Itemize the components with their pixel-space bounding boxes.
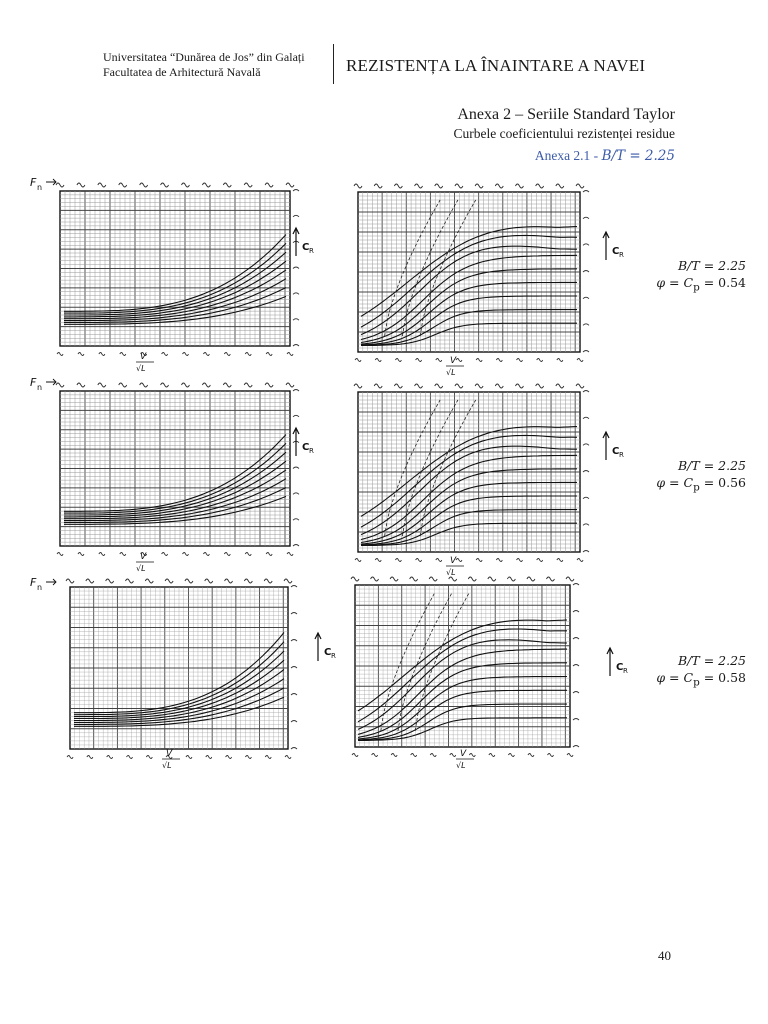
chart-grid	[355, 585, 570, 747]
annex-title: Anexa 2 – Seriile Standard Taylor	[457, 106, 675, 123]
annex-label-prefix: Anexa 2.1 -	[534, 148, 602, 163]
annex-label	[535, 148, 675, 164]
svg-text:F: F	[30, 176, 37, 189]
svg-text:R: R	[309, 247, 314, 255]
cr-axis-arrow	[603, 432, 624, 460]
svg-text:C: C	[612, 246, 620, 257]
row-3-bt: B/T = 2.25	[678, 653, 746, 668]
row-1-phi: $\varphi = C_p = 0.54$	[656, 275, 746, 294]
svg-text:√L: √L	[446, 368, 456, 377]
v-sqrt-l-label	[456, 749, 474, 770]
v-sqrt-l-label	[162, 749, 180, 770]
cr-axis-arrow	[293, 428, 314, 456]
chart-grid	[358, 192, 580, 352]
taylor-chart-row-1-right	[352, 180, 624, 377]
svg-text:√L: √L	[456, 761, 466, 770]
v-sqrt-l-label	[136, 552, 154, 573]
svg-text:F: F	[30, 576, 37, 589]
svg-text:V: V	[460, 749, 467, 759]
v-sqrt-l-label	[446, 356, 464, 377]
row-3-phi: $\varphi = C_p = 0.58$	[656, 670, 746, 689]
row-3-caption	[656, 652, 746, 692]
svg-text:C: C	[616, 662, 624, 673]
taylor-chart-row-1-left	[28, 173, 318, 373]
fn-axis-label	[30, 576, 56, 592]
row-2-phi: $\varphi = C_p = 0.56$	[656, 475, 746, 494]
header-divider	[333, 44, 334, 84]
header-institution	[103, 50, 333, 80]
svg-text:F: F	[30, 376, 37, 389]
svg-text:V: V	[140, 552, 147, 562]
cr-axis-arrow	[293, 228, 314, 256]
annex-subtitle: Curbele coeficientului rezistenței residue	[453, 126, 675, 141]
svg-text:C: C	[302, 442, 310, 453]
svg-text:R: R	[331, 652, 336, 660]
university-name: Universitatea “Dunărea de Jos” din Galați	[103, 50, 305, 64]
taylor-chart-row-3-left	[28, 573, 336, 770]
row-1-caption	[656, 257, 746, 297]
fn-axis-label	[30, 376, 56, 392]
svg-text:V: V	[450, 556, 457, 566]
fn-axis-label	[30, 176, 56, 192]
svg-text:R: R	[619, 451, 624, 459]
faculty-name: Facultatea de Arhitectură Navală	[103, 65, 261, 79]
cr-axis-arrow	[607, 648, 628, 676]
svg-text:C: C	[612, 446, 620, 457]
svg-text:n: n	[37, 183, 43, 192]
svg-text:√L: √L	[162, 761, 172, 770]
chart-grid	[358, 392, 580, 552]
svg-text:V: V	[140, 352, 147, 362]
row-1-bt: B/T = 2.25	[678, 258, 746, 273]
svg-text:R: R	[623, 667, 628, 675]
taylor-chart-row-2-left	[28, 373, 318, 573]
svg-text:V: V	[166, 749, 173, 759]
course-title: REZISTENȚA LA ÎNAINTARE A NAVEI	[346, 56, 646, 75]
svg-text:√L: √L	[136, 364, 146, 373]
v-sqrt-l-label	[136, 352, 154, 373]
svg-text:R: R	[309, 447, 314, 455]
taylor-chart-row-2-right	[352, 380, 624, 577]
taylor-chart-row-3-right	[345, 573, 630, 768]
svg-text:C: C	[324, 647, 332, 658]
row-2-caption	[656, 457, 746, 497]
svg-text:√L: √L	[136, 564, 146, 573]
svg-text:n: n	[37, 383, 43, 392]
row-2-bt: B/T = 2.25	[678, 458, 746, 473]
page-number: 40	[658, 948, 671, 963]
cr-axis-arrow	[315, 633, 336, 661]
svg-text:R: R	[619, 251, 624, 259]
svg-text:√L: √L	[446, 568, 456, 577]
cr-axis-arrow	[603, 232, 624, 260]
svg-text:n: n	[37, 583, 43, 592]
annex-label-math: B/T = 2.25	[601, 148, 675, 164]
svg-text:V: V	[450, 356, 457, 366]
svg-text:C: C	[302, 242, 310, 253]
